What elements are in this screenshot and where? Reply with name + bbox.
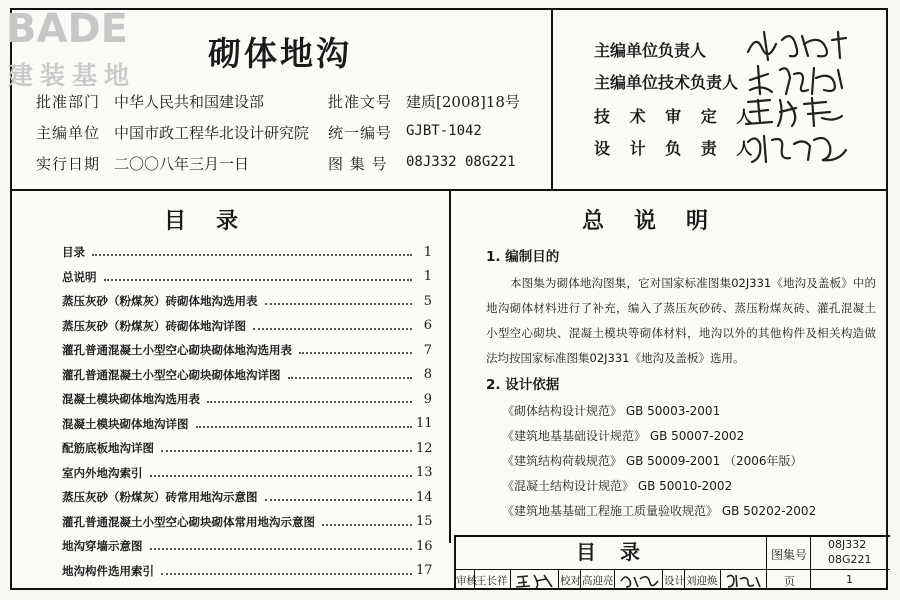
date-value: 二〇〇八年三月一日 [114,155,250,173]
logo-text: BADE [6,6,128,52]
toc-item-page: 5 [423,293,432,309]
tb-check-label: 校对 [560,575,581,587]
responsible-role: 设 计 负 责 人 [594,139,760,158]
leader-dots [161,573,412,575]
reference-item: 《建筑结构荷载规范》 GB 50009-2001 （2006年版） [502,454,803,468]
leader-dots [196,426,413,428]
leader-dots [150,475,413,477]
tb-atlas-value-2: 08G221 [828,553,872,566]
reference-item: 《砌体结构设计规范》 GB 50003-2001 [502,404,721,418]
code-value: GJBT-1042 [406,123,482,139]
tb-review-signature [514,571,556,589]
reference-item: 《建筑地基基础工程施工质量验收规范》 GB 50202-2002 [502,504,817,518]
toc-item-page: 17 [416,563,433,579]
toc-item[interactable] [62,534,432,559]
editor-label: 主编单位 [36,124,101,142]
notes-heading: 总说明 [582,209,739,234]
tb-page-label: 页 [784,575,795,588]
leader-dots [322,524,412,526]
toc-item[interactable] [62,510,432,535]
responsible-role: 技 术 审 定 人 [594,107,760,126]
tb-design-name: 刘迎焕 [686,575,718,587]
bade-logo [6,6,178,90]
responsible-role: 主编单位技术负责人 [594,73,739,92]
approval-dept-value: 中华人民共和国建设部 [114,93,265,111]
tb-design-label: 设计 [664,575,685,587]
approval-doc-label: 批准文号 [328,93,393,111]
body-vertical-divider [449,189,451,543]
tb-divider [766,535,767,590]
toc-item-page: 9 [423,391,432,407]
atlas-label: 图 集 号 [328,155,388,173]
date-label: 实行日期 [36,155,101,173]
leader-dots [161,450,412,452]
editor-value: 中国市政工程华北设计研究院 [114,124,310,142]
tb-atlas-label: 图集号 [771,548,808,562]
logo-subtext: 建装基地 [8,61,137,90]
reference-item: 《建筑地基基础设计规范》 GB 50007-2002 [502,429,745,443]
toc-item[interactable] [62,485,432,510]
toc-item-title: 灌孔普通混凝土小型空心砌块砌体地沟选用表 [62,342,295,358]
toc-item-page: 13 [416,465,433,481]
toc-item-page: 1 [423,244,432,260]
toc-item-page: 8 [423,367,432,383]
tb-divider [510,569,511,590]
toc-item-page: 14 [416,489,433,505]
tb-divider [614,569,615,590]
tb-divider [720,569,721,590]
leader-dots [92,254,412,256]
toc-item-title: 配筋底板地沟详图 [62,440,157,456]
toc-item-page: 1 [423,269,432,285]
tb-check-name: 高迎亮 [582,575,614,587]
toc-item-title: 蒸压灰砂（粉煤灰）砖砌体地沟详图 [62,318,249,334]
toc-item-title: 地沟穿墙示意图 [62,538,146,554]
section-1-body: 本图集为砌体地沟图集，它对国家标准图集02J331《地沟及盖板》中的地沟砌体材料进行了补充，编入了蒸压灰砂砖、蒸压粉煤灰砖、灌孔混凝土小型空心砌块、混凝土模块等砌体材料，地沟以外的其他构件及相关构造做法均按国家标准图集02J331《地沟及盖板》选用。 [486,276,876,365]
tb-divider [558,569,559,590]
tb-check-signature [618,571,660,589]
leader-dots [253,328,412,330]
toc-item[interactable] [62,240,432,265]
responsible-role: 主编单位负责人 [594,41,707,60]
toc-item[interactable] [62,461,432,486]
toc-list [62,240,432,583]
leader-dots [265,499,413,501]
code-label: 统一编号 [328,124,393,142]
toc-item-page: 16 [416,538,433,554]
tb-atlas-value-1: 08J332 [828,538,867,551]
toc-item[interactable] [62,387,432,412]
toc-item[interactable] [62,363,432,388]
toc-item-title: 总说明 [62,269,100,285]
drawing-sheet [6,6,890,592]
tb-review-name: 王长祥 [476,575,508,587]
toc-item-page: 6 [423,318,432,334]
toc-item-page: 7 [423,342,432,358]
title-block-title: 目录 [576,540,664,564]
header-vertical-divider [551,8,553,191]
reference-item: 《混凝土结构设计规范》 GB 50010-2002 [502,479,733,493]
toc-heading: 目录 [164,209,269,234]
toc-item[interactable] [62,559,432,584]
leader-dots [207,401,412,403]
reference-list [486,399,876,524]
toc-item-title: 混凝土模块砌体地沟详图 [62,416,192,432]
toc-item-title: 目录 [62,244,88,260]
toc-item-title: 蒸压灰砂（粉煤灰）砖常用地沟示意图 [62,489,261,505]
page-title: 砌体地沟 [208,34,352,73]
toc-item[interactable] [62,314,432,339]
signature-review [742,92,852,132]
leader-dots [104,279,413,281]
toc-item-title: 蒸压灰砂（粉煤灰）砖砌体地沟选用表 [62,293,261,309]
toc-item[interactable] [62,412,432,437]
toc-item-title: 混凝土模块砌体地沟选用表 [62,391,203,407]
toc-item-page: 11 [416,416,433,432]
toc-item-title: 灌孔普通混凝土小型空心砌块砌体地沟详图 [62,367,284,383]
toc-item-page: 15 [416,514,433,530]
toc-item-title: 地沟构件选用索引 [62,563,157,579]
toc-item-page: 12 [416,440,433,456]
toc-item[interactable] [62,289,432,314]
leader-dots [299,352,412,354]
general-notes [486,245,876,524]
leader-dots [150,548,413,550]
toc-item-title: 灌孔普通混凝土小型空心砌块砌体常用地沟示意图 [62,514,318,530]
tb-design-signature [724,571,764,589]
section-1-title: 1. 编制目的 [486,249,560,265]
section-2-title: 2. 设计依据 [486,377,560,393]
tb-line [766,569,890,570]
toc-item-title: 室内外地沟索引 [62,465,146,481]
signature-design [742,128,852,168]
atlas-value: 08J332 08G221 [406,154,516,170]
tb-top-line [454,535,890,537]
leader-dots [265,303,413,305]
tb-divider [810,535,811,590]
tb-page-value: 1 [846,573,853,586]
approval-doc-value: 建质[2008]18号 [406,93,520,111]
toc-item[interactable] [62,338,432,363]
toc-item[interactable] [62,265,432,290]
tb-divider [662,569,663,590]
toc-item[interactable] [62,436,432,461]
leader-dots [288,377,413,379]
tb-review-label: 审核 [456,575,477,587]
approval-dept-label: 批准部门 [36,93,101,111]
